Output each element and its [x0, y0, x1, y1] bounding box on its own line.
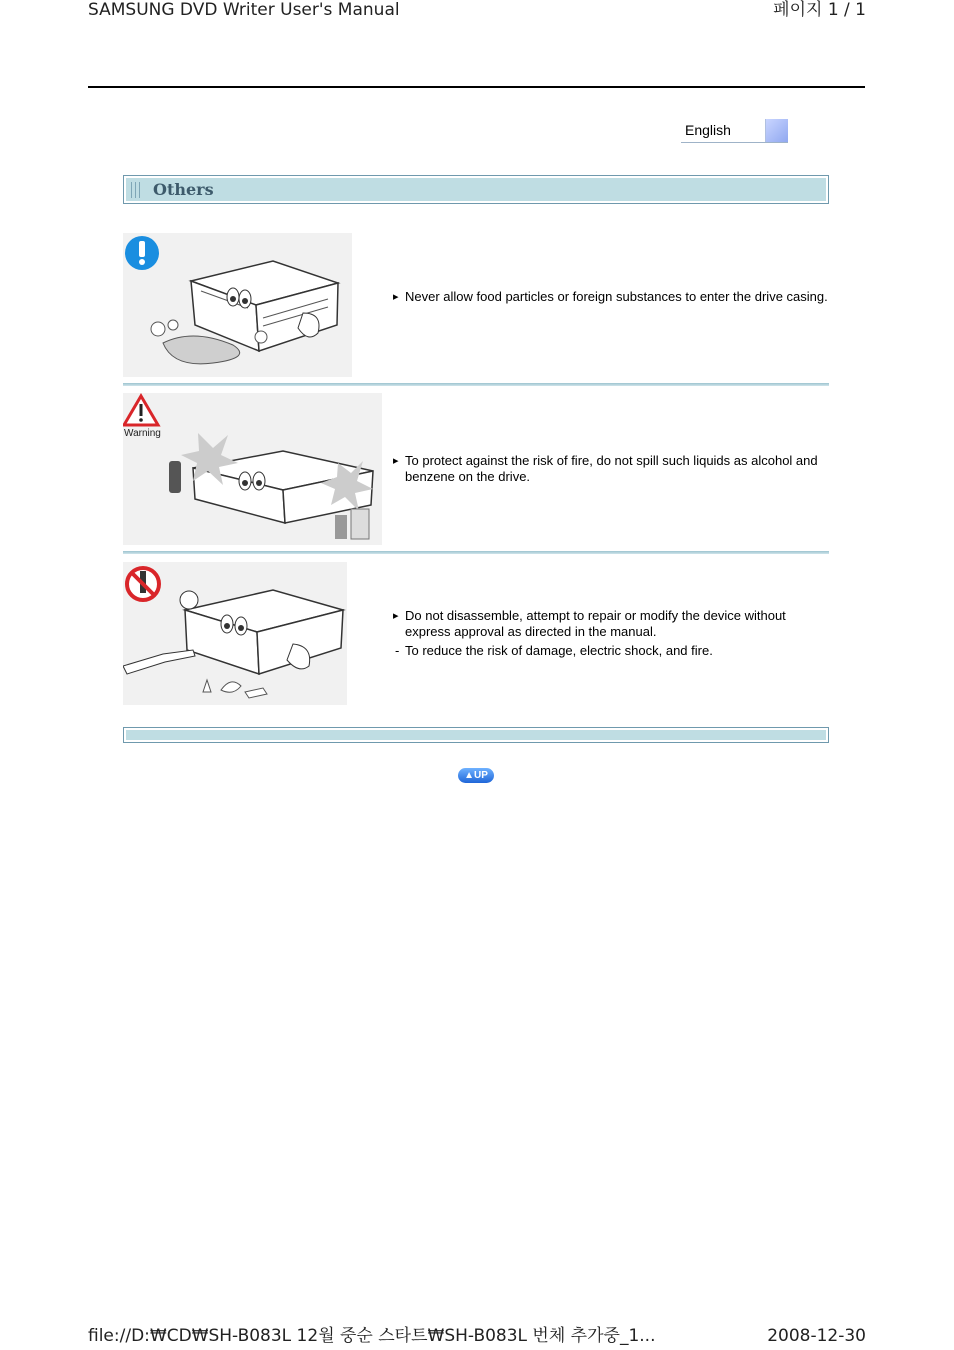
item-bullet-text: To protect against the risk of fire, do not spill such liquids as alcohol and benzene on the drive.: [405, 453, 818, 484]
stripes-icon: [131, 182, 143, 198]
section-title: Others: [153, 180, 214, 199]
language-select[interactable]: [681, 119, 788, 143]
dropdown-button[interactable]: [765, 119, 788, 142]
item-bullet-text: Never allow food particles or foreign substances to enter the drive casing.: [405, 289, 828, 304]
divider: [123, 551, 829, 554]
item-text: [393, 289, 829, 305]
exclamation-circle-icon: [125, 236, 159, 270]
prohibited-icon: [127, 568, 159, 600]
print-header-title: SAMSUNG DVD Writer User's Manual: [88, 0, 400, 20]
item-bullet-text: Do not disassemble, attempt to repair or modify the device without express approval as directed in the manual.: [405, 608, 786, 639]
print-header-page: 페이지 1 / 1: [773, 0, 866, 20]
warning-caption: Warning: [124, 428, 161, 439]
item-sub-text: To reduce the risk of damage, electric shock, and fire.: [405, 643, 713, 658]
dash-icon: -: [395, 643, 400, 658]
item-text: [393, 453, 829, 485]
list-item: [123, 233, 829, 379]
section-header: [123, 175, 829, 204]
chevron-right-icon: ▸: [393, 610, 399, 622]
chevron-right-icon: ▸: [393, 455, 399, 467]
chevron-right-icon: ▸: [393, 291, 399, 303]
list-item: [123, 393, 829, 546]
up-button[interactable]: ▲UP: [458, 768, 494, 783]
section-footer-bar: [123, 727, 829, 743]
illustration-food: [123, 233, 352, 377]
up-label: UP: [474, 770, 488, 781]
print-footer-date: 2008-12-30: [767, 1326, 866, 1346]
illustration-liquids: [123, 393, 382, 545]
list-item: [123, 562, 829, 705]
divider: [123, 383, 829, 386]
item-text: [393, 608, 829, 659]
language-label: English: [685, 122, 731, 138]
header-rule: [88, 86, 865, 88]
illustration-disassemble: [123, 562, 347, 705]
print-footer-path: file://D:₩CD₩SH-B083L 12월 중순 스타트₩SH-B083L 번체 추가중_1...: [88, 1326, 656, 1346]
